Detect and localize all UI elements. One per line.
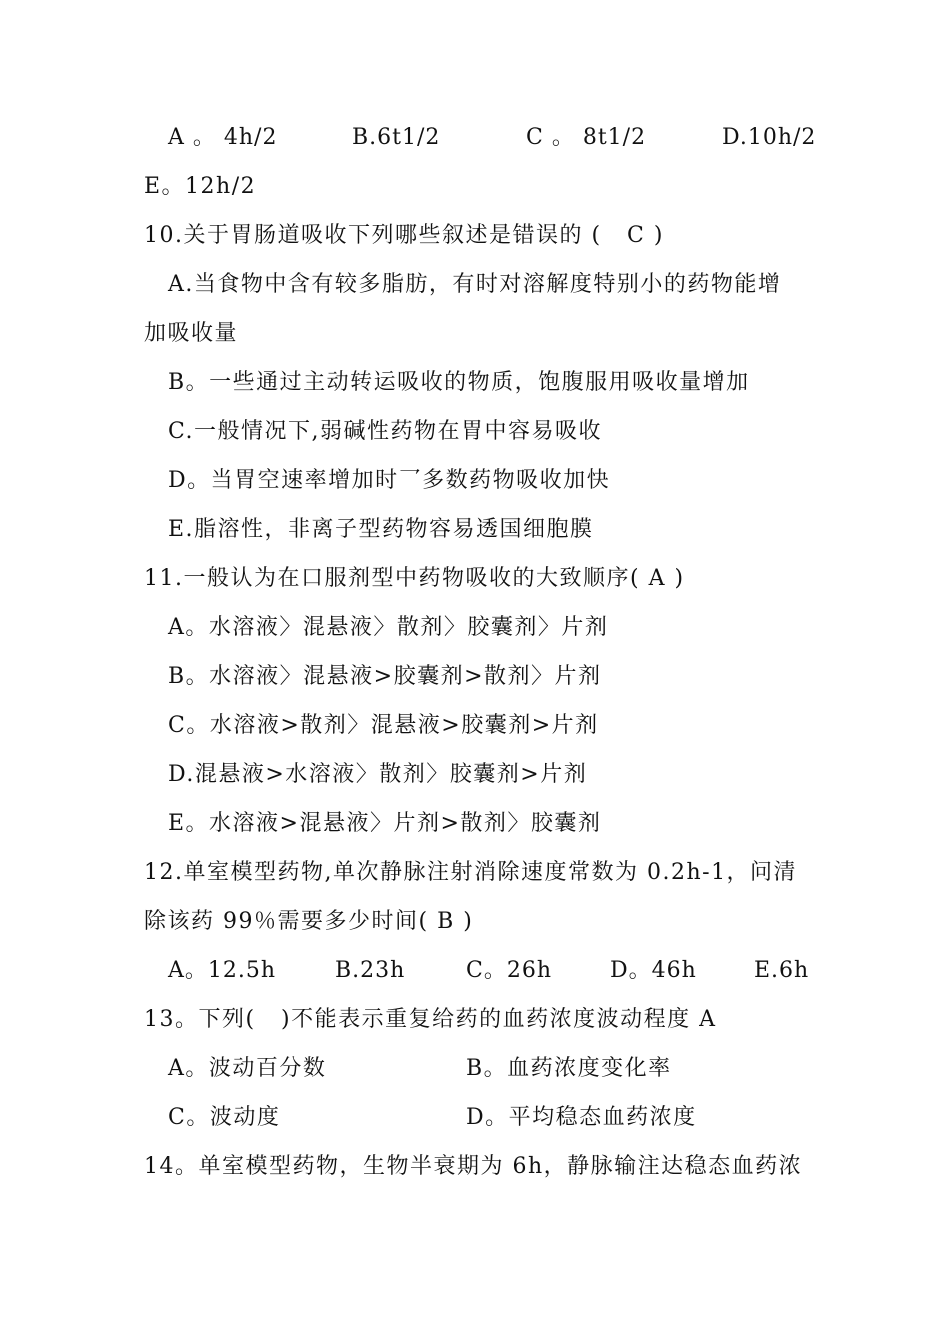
q9-option-c: C 。 8t1/2 xyxy=(526,125,647,150)
q12-stem-line1: 12.单室模型药物,单次静脉注射消除速度常数为 0.2h-1，问清 xyxy=(144,860,798,885)
q13-stem: 13。下列( )不能表示重复给药的血药浓度波动程度 A xyxy=(144,1007,717,1032)
q11-option-d: D.混悬液>水溶液〉散剂〉胶囊剂>片剂 xyxy=(168,762,588,787)
q13-option-a: A。波动百分数 xyxy=(168,1056,327,1081)
q9-option-d: D.10h/2 xyxy=(722,125,817,150)
q13-option-b: B。血药浓度变化率 xyxy=(466,1056,672,1081)
q10-option-c: C.一般情况下,弱碱性药物在胃中容易吸收 xyxy=(168,419,603,444)
q11-option-e: E。水溶液>混悬液〉片剂>散剂〉胶囊剂 xyxy=(168,811,602,836)
q9-option-a: A 。 4h/2 xyxy=(168,125,278,150)
q12-option-d: D。46h xyxy=(610,958,697,983)
q10-option-b: B。一些通过主动转运吸收的物质，饱腹服用吸收量增加 xyxy=(168,370,750,395)
q9-option-b: B.6t1/2 xyxy=(352,125,441,150)
q12-option-b: B.23h xyxy=(335,958,406,983)
q10-option-e: E.脂溶性，非离子型药物容易透国细胞膜 xyxy=(168,517,594,542)
q12-option-e: E.6h xyxy=(754,958,810,983)
q11-option-c: C。水溶液>散剂〉混悬液>胶囊剂>片剂 xyxy=(168,713,599,738)
q12-option-a: A。12.5h xyxy=(168,958,277,983)
q12-option-c: C。26h xyxy=(466,958,552,983)
q10-stem: 10.关于胃肠道吸收下列哪些叙述是错误的 ( C ) xyxy=(144,223,664,248)
q10-option-a-line2: 加吸收量 xyxy=(144,321,239,346)
q12-stem-line2: 除该药 99％需要多少时间( B ) xyxy=(144,909,474,934)
q13-option-d: D。平均稳态血药浓度 xyxy=(466,1105,697,1130)
q9-option-e: E。12h/2 xyxy=(144,174,257,199)
q11-option-a: A。水溶液〉混悬液〉散剂〉胶囊剂〉片剂 xyxy=(168,615,609,640)
q11-option-b: B。水溶液〉混悬液>胶囊剂>散剂〉片剂 xyxy=(168,664,602,689)
q13-option-c: C。波动度 xyxy=(168,1105,281,1130)
q11-stem: 11.一般认为在口服剂型中药物吸收的大致顺序( A ) xyxy=(144,566,685,591)
q10-option-d: D。当胃空速率增加时乛多数药物吸收加快 xyxy=(168,468,611,493)
q14-stem: 14。单室模型药物，生物半衰期为 6h，静脉输注达稳态血药浓 xyxy=(144,1154,803,1179)
q10-option-a-line1: A.当食物中含有较多脂肪，有时对溶解度特别小的药物能增 xyxy=(168,272,782,297)
